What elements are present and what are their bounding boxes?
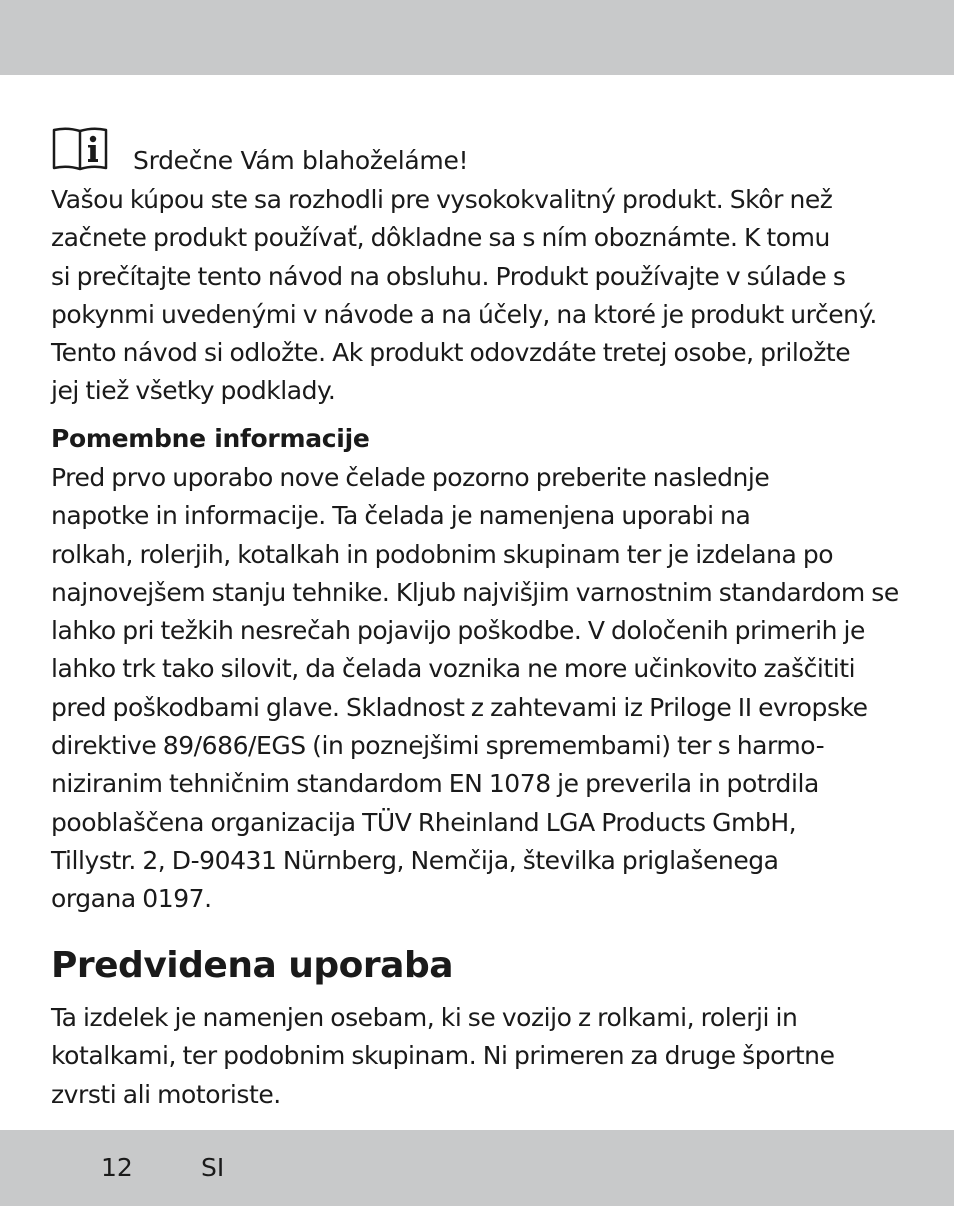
book-info-icon <box>51 126 109 172</box>
text-line: kotalkami, ter podobnim skupinam. Ni primeren za druge športne <box>51 1041 835 1071</box>
text-line: niziranim tehničnim standardom EN 1078 je preverila in potrdila <box>51 769 819 799</box>
text-line: si prečítajte tento návod na obsluhu. Produkt používajte v súlade s <box>51 261 846 291</box>
greeting-text: Srdečne Vám blahoželáme! <box>133 146 469 175</box>
text-line: lahko trk tako silovit, da čelada voznika ne more učinkovito zaščititi <box>51 654 856 684</box>
text-line: organa 0197. <box>51 884 212 914</box>
text-line: rolkah, rolerjih, kotalkah in podobnim skupinam ter je izdelana po <box>51 539 834 569</box>
intended-use-paragraph <box>51 999 835 1114</box>
text-line: pooblaščena organizacija TÜV Rheinland LGA Products GmbH, <box>51 807 797 837</box>
intro-paragraph <box>51 181 877 411</box>
text-line: lahko pri težkih nesrečah pojavijo poškodbe. V določenih primerih je <box>51 616 865 646</box>
page-number: 12 <box>101 1153 133 1182</box>
text-line: Vašou kúpou ste sa rozhodli pre vysokokvalitný produkt. Skôr než <box>51 185 833 214</box>
important-info-paragraph <box>51 459 899 919</box>
text-line: začnete produkt používať, dôkladne sa s ním oboznámte. K tomu <box>51 223 830 253</box>
text-line: direktive 89/686/EGS (in poznejšimi spremembami) ter s harmo- <box>51 731 825 761</box>
text-line: Ta izdelek je namenjen osebam, ki se vozijo z rolkami, rolerji in <box>51 1003 798 1032</box>
text-line: pred poškodbami glave. Skladnost z zahtevami iz Priloge II evropske <box>51 692 868 722</box>
important-info-heading: Pomembne informacije <box>51 424 370 453</box>
header-band <box>0 0 954 75</box>
footer-band <box>0 1130 954 1206</box>
text-line: pokynmi uvedenými v návode a na účely, na ktoré je produkt určený. <box>51 299 877 329</box>
text-line: zvrsti ali motoriste. <box>51 1079 281 1109</box>
text-line: najnovejšem stanju tehnike. Kljub najvišjim varnostnim standardom se <box>51 577 899 607</box>
text-line: napotke in informacije. Ta čelada je namenjena uporabi na <box>51 501 751 531</box>
text-line: jej tiež všetky podklady. <box>51 376 336 406</box>
text-line: Tillystr. 2, D-90431 Nürnberg, Nemčija, številka priglašenega <box>51 845 779 875</box>
text-line: Pred prvo uporabo nove čelade pozorno preberite naslednje <box>51 463 770 492</box>
text-line: Tento návod si odložte. Ak produkt odovzdáte tretej osobe, priložte <box>51 338 851 368</box>
language-code: SI <box>201 1153 225 1182</box>
intended-use-heading: Predvidena uporaba <box>51 945 454 986</box>
